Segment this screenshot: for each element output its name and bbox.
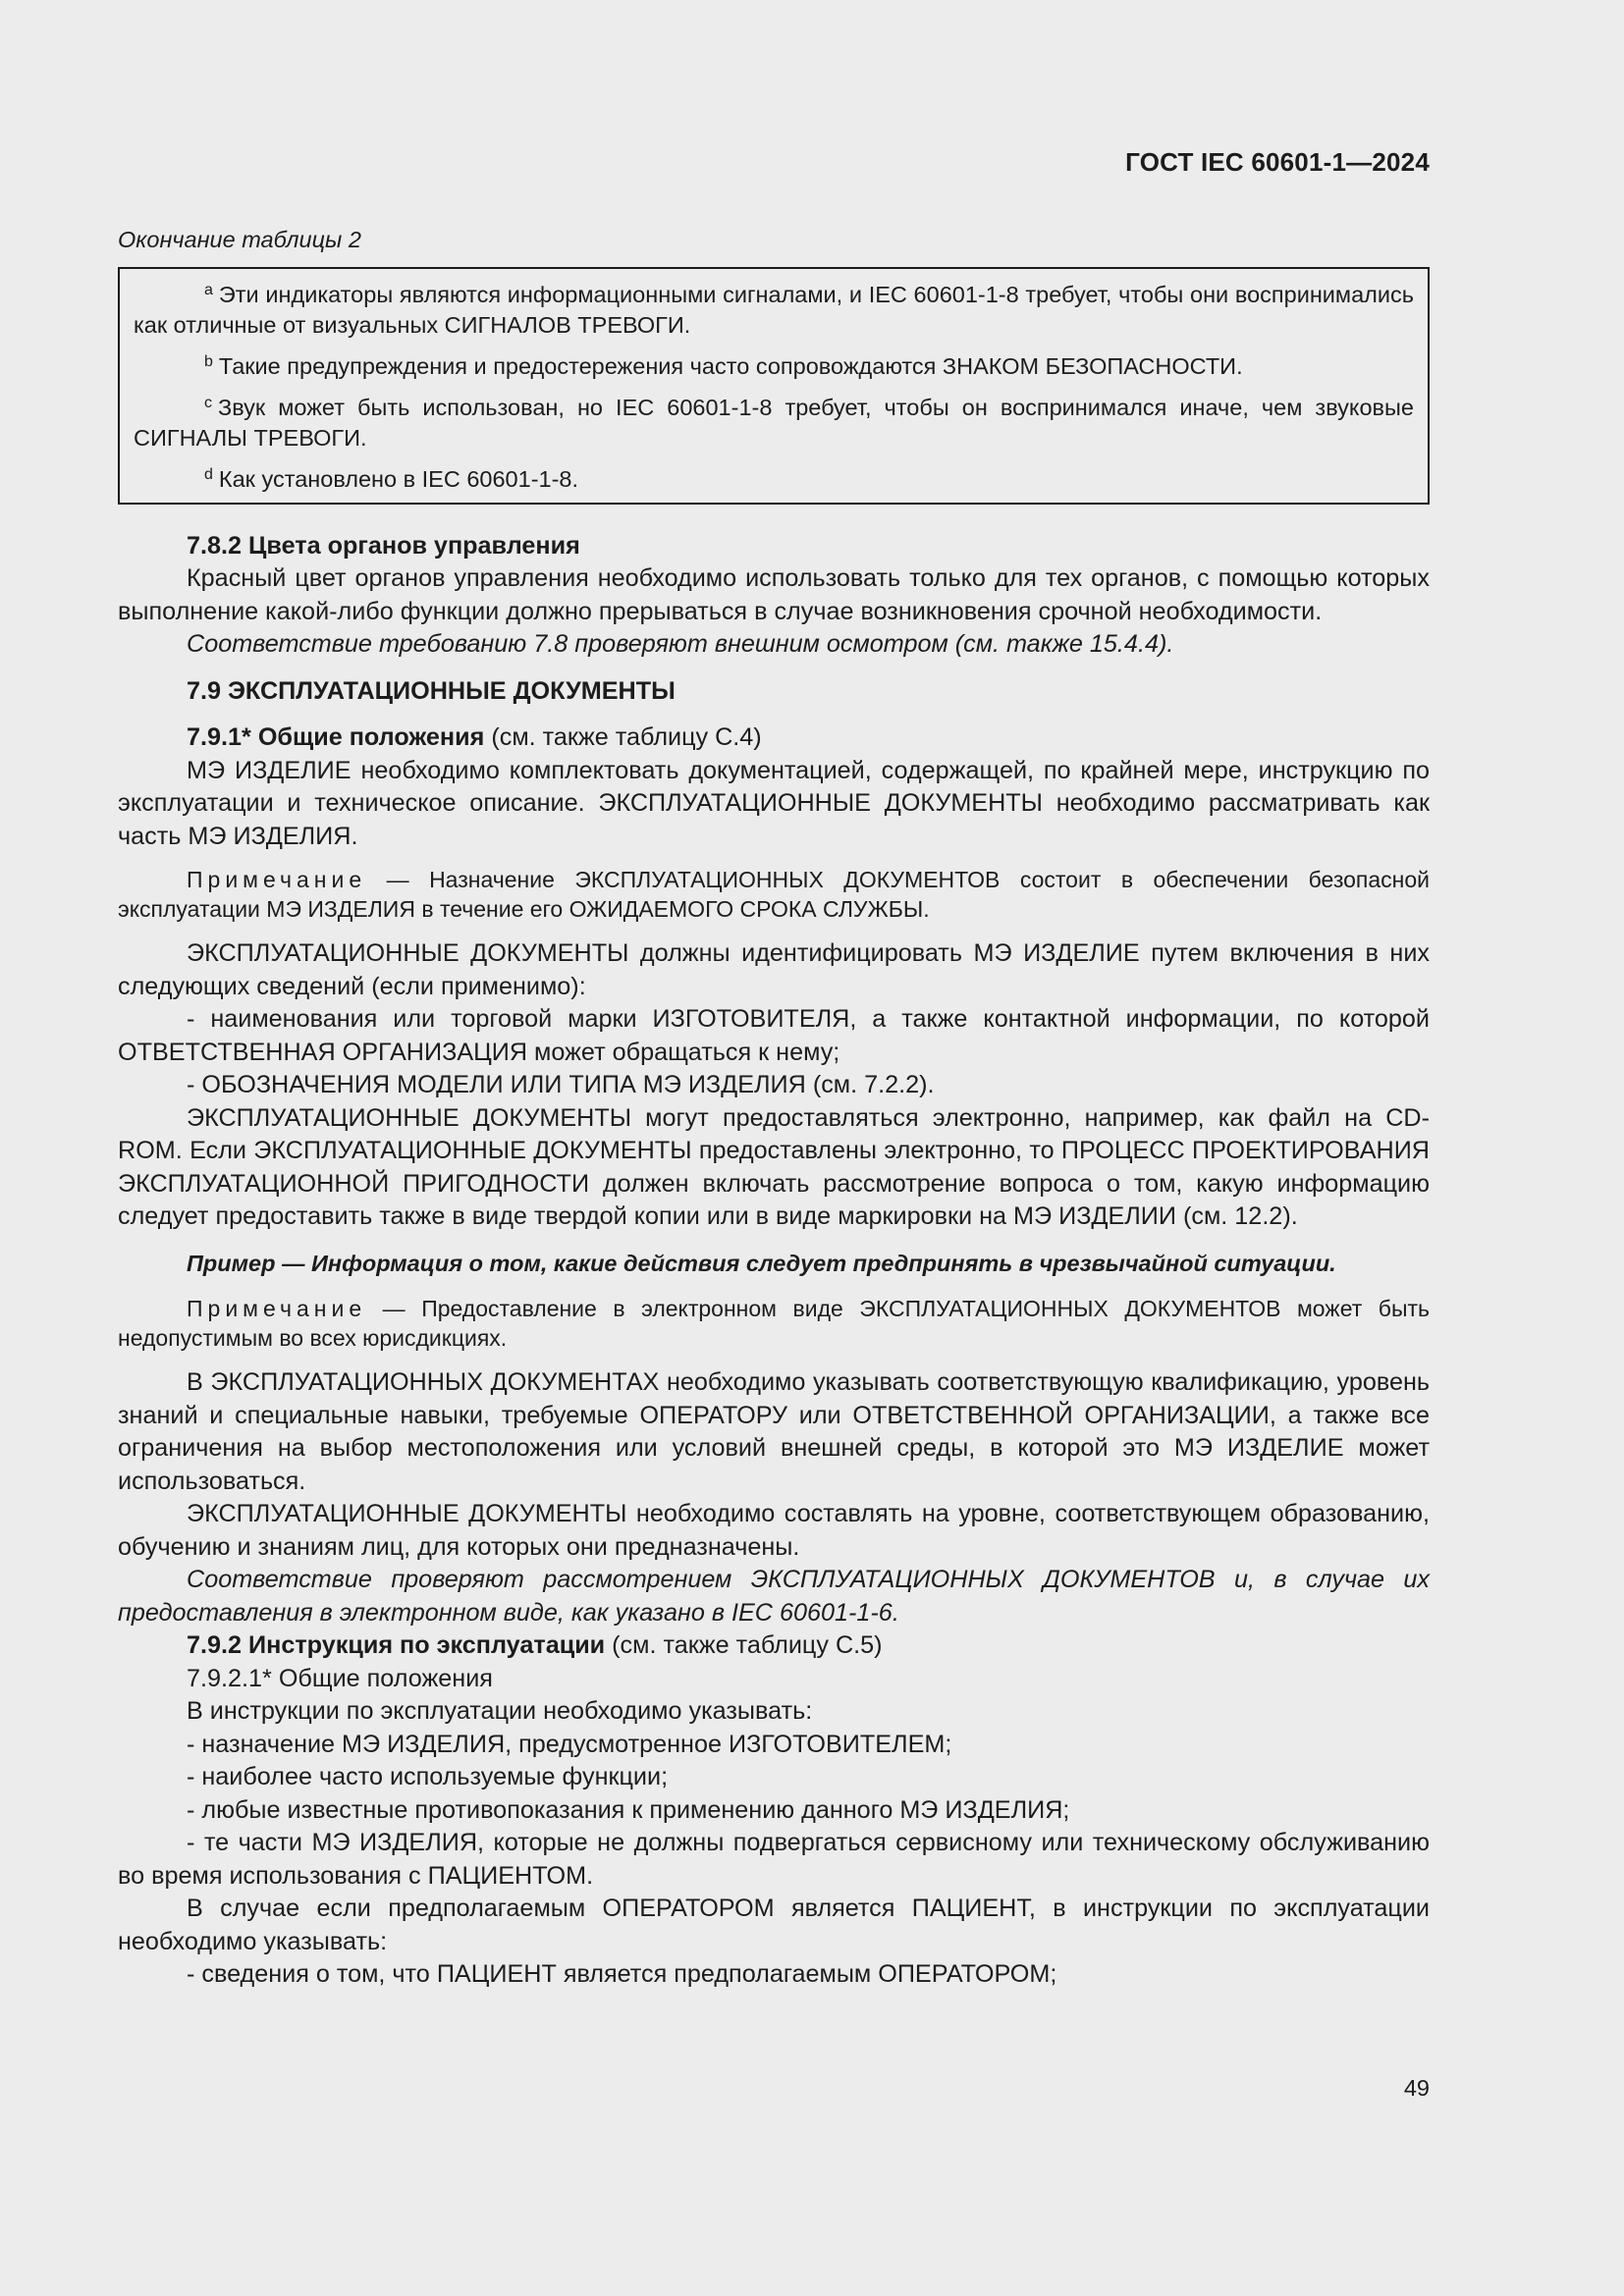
heading-number-title: 7.9.1* Общие положения (187, 723, 485, 751)
table-caption: Окончание таблицы 2 (118, 227, 361, 252)
heading-7-9: 7.9 ЭКСПЛУАТАЦИОННЫЕ ДОКУМЕНТЫ (187, 676, 676, 705)
paragraph: Красный цвет органов управления необходимо использовать только для тех органов, с помощью которых выполнение какой-либо функции должно прерываться в случае возникновения срочной необходимости. (118, 564, 1430, 625)
paragraph: МЭ ИЗДЕЛИЕ необходимо комплектовать документацией, содержащей, по крайней мере, инструкцию по эксплуатации и техническое описание. ЭКСПЛУАТАЦИОННЫЕ ДОКУМЕНТЫ необходимо рассматривать как часть МЭ ИЗДЕЛИЯ. (118, 756, 1430, 850)
footnote-text: Такие предупреждения и предостережения часто сопровождаются ЗНАКОМ БЕЗОПАСНОСТИ. (218, 352, 1243, 379)
paragraph: ЭКСПЛУАТАЦИОННЫЕ ДОКУМЕНТЫ должны идентифицировать МЭ ИЗДЕЛИЕ путем включения в них следующих сведений (если применимо): (118, 939, 1430, 1000)
footnote-mark: b (204, 352, 213, 370)
footnote-d (134, 459, 1414, 495)
footnote-c (134, 388, 1414, 454)
footnote-text: Как установлено в IEC 60601-1-8. (218, 465, 579, 492)
list-item: - наименования или торговой марки ИЗГОТОВИТЕЛЯ, а также контактной информации, по которой ОТВЕТСТВЕННАЯ ОРГАНИЗАЦИЯ может обращаться к нему; (118, 1005, 1430, 1066)
footnote-mark: d (204, 465, 213, 483)
paragraph: В случае если предполагаемым ОПЕРАТОРОМ является ПАЦИЕНТ, в инструкции по эксплуатации необходимо указывать: (118, 1895, 1430, 1955)
heading-7-9-2 (118, 1629, 1430, 1663)
footnote-mark: a (204, 281, 213, 298)
note-label: Примечание (187, 867, 367, 892)
page-number: 49 (1403, 2075, 1430, 2101)
list-item: - ОБОЗНАЧЕНИЯ МОДЕЛИ ИЛИ ТИПА МЭ ИЗДЕЛИЯ (см. 7.2.2). (187, 1071, 935, 1098)
paragraph: ЭКСПЛУАТАЦИОННЫЕ ДОКУМЕНТЫ могут предоставляться электронно, например, как файл на CD-ROM. Если ЭКСПЛУАТАЦИОННЫЕ ДОКУМЕНТЫ предоставлены электронно, то ПРОЦЕСС ПРОЕКТИРОВАНИЯ ЭКСПЛУАТАЦИОННОЙ ПРИГОДНОСТИ должен включать рассмотрение вопроса о том, какую информацию следует предоставить также в виде твердой копии или в виде маркировки на МЭ ИЗДЕЛИИ (см. 12.2). (118, 1103, 1430, 1230)
table-footnotes (118, 267, 1430, 505)
heading-number-title: 7.9.2 Инструкция по эксплуатации (187, 1631, 606, 1659)
list-item: - сведения о том, что ПАЦИЕНТ является предполагаемым ОПЕРАТОРОМ; (187, 1960, 1057, 1988)
heading-7-9-1 (118, 721, 1430, 755)
footnote-mark: c (204, 394, 212, 411)
footnote-text: Эти индикаторы являются информационными сигналами, и IEC 60601-1-8 требует, чтобы они воспринимались как отличные от визуальных СИГНАЛОВ ТРЕВОГИ. (134, 281, 1414, 338)
note (118, 1294, 1430, 1353)
note-text: — Предоставление в электронном виде ЭКСПЛУАТАЦИОННЫХ ДОКУМЕНТОВ может быть недопустимым во всех юрисдикциях. (118, 1296, 1430, 1351)
list-item: - наиболее часто используемые функции; (187, 1763, 669, 1790)
heading-7-8-2: 7.8.2 Цвета органов управления (187, 531, 580, 560)
list-item: - любые известные противопоказания к применению данного МЭ ИЗДЕЛИЯ; (187, 1795, 1070, 1824)
footnote-a (134, 275, 1414, 341)
paragraph: В инструкции по эксплуатации необходимо указывать: (187, 1697, 813, 1725)
note (118, 865, 1430, 924)
compliance-statement: Соответствие требованию 7.8 проверяют внешним осмотром (см. также 15.4.4). (187, 630, 1174, 658)
paragraph: ЭКСПЛУАТАЦИОННЫЕ ДОКУМЕНТЫ необходимо составлять на уровне, соответствующем образованию, обучению и знаниям лиц, для которых они предназначены. (118, 1500, 1430, 1561)
list-item: - те части МЭ ИЗДЕЛИЯ, которые не должны подвергаться сервисному или техническому обслуживанию во время использования с ПАЦИЕНТОМ. (118, 1829, 1430, 1890)
footnote-b (134, 347, 1414, 382)
heading-reference: (см. также таблицу С.4) (484, 723, 762, 751)
list-item: - назначение МЭ ИЗДЕЛИЯ, предусмотренное ИЗГОТОВИТЕЛЕМ; (187, 1730, 952, 1758)
heading-reference: (см. также таблицу С.5) (605, 1631, 883, 1659)
note-label: Примечание (187, 1296, 367, 1321)
note-text: — Назначение ЭКСПЛУАТАЦИОННЫХ ДОКУМЕНТОВ состоит в обеспечении безопасной эксплуатации МЭ ИЗДЕЛИЯ в течение его ОЖИДАЕМОГО СРОКА СЛУЖБЫ. (118, 867, 1430, 922)
compliance-statement: Соответствие проверяют рассмотрением ЭКСПЛУАТАЦИОННЫХ ДОКУМЕНТОВ и, в случае их предоставления в электронном виде, как указано в IEC 60601-1-6. (118, 1566, 1430, 1627)
example: Пример — Информация о том, какие действия следует предпринять в чрезвычайной ситуации. (187, 1250, 1336, 1276)
footnote-text: Звук может быть использован, но IEC 60601-1-8 требует, чтобы он воспринимался иначе, чем звуковые СИГНАЛЫ ТРЕВОГИ. (134, 394, 1414, 451)
page-content (118, 224, 1430, 1992)
subheading-7-9-2-1: 7.9.2.1* Общие положения (187, 1664, 493, 1692)
standard-header: ГОСТ IEC 60601-1—2024 (1125, 147, 1430, 177)
paragraph: В ЭКСПЛУАТАЦИОННЫХ ДОКУМЕНТАХ необходимо указывать соответствующую квалификацию, уровень знаний и специальные навыки, требуемые ОПЕРАТОРУ или ОТВЕТСТВЕННОЙ ОРГАНИЗАЦИИ, а также все ограничения на выбор местоположения или условий внешней среды, в которой это МЭ ИЗДЕЛИЕ может использоваться. (118, 1368, 1430, 1495)
